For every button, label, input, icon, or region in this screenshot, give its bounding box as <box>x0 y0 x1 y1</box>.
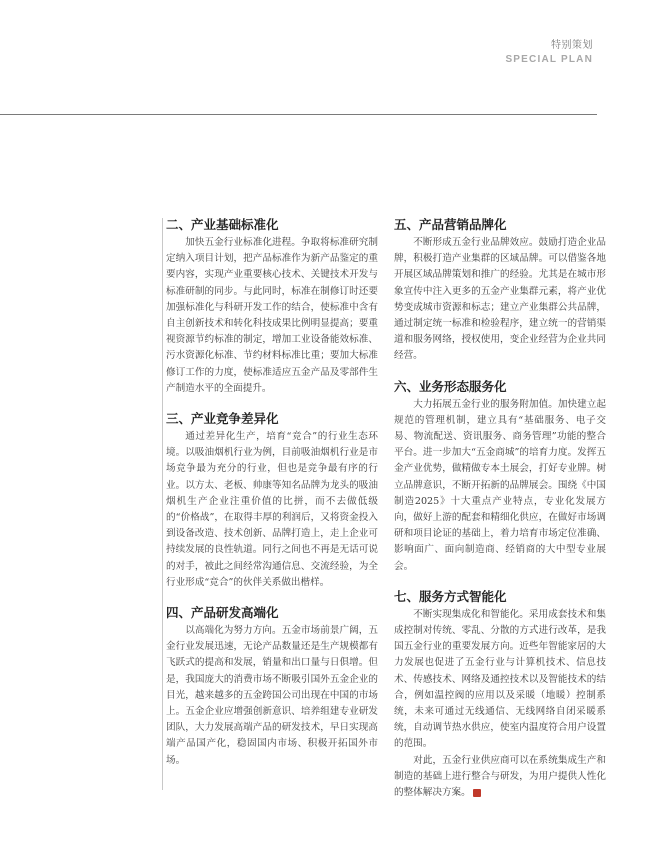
section-paragraph: 通过差异化生产，培育“竞合”的行业生态环境。以吸油烟机行业为例，目前吸油烟机行业是市场竞争最为充分的行业，但也是竞争最有序的行业。以方太、老板、帅康等知名品牌为龙头的吸油烟机生产企业注重价值的比拼，而不去做低级的“价格战”，在取得丰厚的利润后，又将资金投入到设备改造、技术创新、品牌打造上，走上企业可持续发展的良性轨道。同行之间也不再是无话可说的对手，被此之间经常沟通信息、交流经验，为全行业形成“竞合”的伙伴关系做出楷样。 <box>166 431 378 588</box>
header-title-en: SPECIAL PLAN <box>505 54 593 65</box>
section-intelligent-service <box>394 588 606 801</box>
section-heading: 五、产品营销品牌化 <box>394 217 507 232</box>
section-paragraph: 大力拓展五金行业的服务附加值。加快建立起规范的管理机制，建立具有“基础服务、电子交易、物流配送、资讯服务、商务管理”功能的整合平台。进一步加大“五金商城”的培育力度。发挥五金产业优势，做精做专本土展会，打好专业牌。树立品牌意识，不断开拓新的品牌展会。围绕《中国制造2025》十大重点产业特点，专业化发展方向，做好上游的配套和精细化供应，在做好市场调研和项目论证的基础上，着力培育市场定位准确、影响面广、面向制造商、经销商的大中型专业展会。 <box>394 398 606 572</box>
page-header <box>505 36 593 65</box>
section-paragraph: 以高端化为努力方向。五金市场前景广阔，五金行业发展迅速，无论产品数量还是生产规模都有飞跃式的提高和发展，销量和出口量与日俱增。但是，我国庞大的消费市场不断吸引国外五金企业的目光，越来越多的五金跨国公司出现在中国的市场上。五金企业应增强创新意识、培养组建专业研发团队，大力发展高端产品的研发技术，早日实现高端产品国产化，稳固国内市场、积极开拓国外市场。 <box>166 625 378 766</box>
final-paragraph-text: 对此，五金行业供应商可以在系统集成生产和制造的基础上进行整合与研发，为用户提供人性化的整体解决方案。 <box>394 754 606 799</box>
section-heading: 七、服务方式智能化 <box>394 588 507 604</box>
header-divider <box>0 114 597 115</box>
section-service-oriented <box>394 378 606 575</box>
section-paragraph: 不断形成五金行业品牌效应。鼓励打造企业品牌，积极打造产业集群的区域品牌。可以借鉴各地开展区域品牌策划和推广的经验。尤其是在城市形象宣传中注入更多的五金产业集群元素，将产业优势变成城市资源和标志；建立产业集群公共品牌，通过制定统一标准和检验程序，建立统一的营销渠道和服务网络，授权使用，变企业经营为企业共同经营。 <box>394 237 606 362</box>
section-high-end-rnd <box>166 604 378 769</box>
article-end-icon <box>473 789 481 797</box>
section-brand-marketing <box>394 216 606 365</box>
section-competition-differentiation <box>166 410 378 591</box>
section-heading: 六、业务形态服务化 <box>394 378 507 394</box>
section-heading: 二、产业基础标准化 <box>166 217 279 232</box>
section-paragraph: 加快五金行业标准化进程。争取将标准研究制定纳入项目计划，把产品标准作为新产品鉴定的重要内容，实现产业重要核心技术、关键技术开发与标准研制的同步。与此同时，标准在制修订时还要加强标准化与科研开发工作的结合，使标准中含有自主创新技术和转化科技成果比例明显提高；要重视资源节约标准的制定，增加工业设备能效标准、污水资源化标准、节约材料标准比重；要加大标准修订工作的力度，使标准适应五金产品及零部件生产制造水平的全面提升。 <box>166 237 378 394</box>
right-column <box>394 216 606 814</box>
header-title-cn: 特别策划 <box>551 40 593 51</box>
section-paragraph: 不断实现集成化和智能化。采用成套技术和集成控制对传统、零乱、分散的方式进行改革，是我国五金行业的重要发展方向。近些年智能家居的大力发展也促进了五金行业与计算机技术、信息技术、传感技术、网络及通控技术以及智能技术的结合，例如温控阀的应用以及采暖（地暖）控制系统，未来可通过无线通信、无线网络自闭采暖系统，自动调节热水供应，使室内温度符合用户设置的范围。 <box>394 608 606 750</box>
left-column <box>166 216 378 782</box>
section-paragraph-final <box>394 753 606 802</box>
section-heading: 三、产业竞争差异化 <box>166 411 279 427</box>
section-heading: 四、产品研发高端化 <box>166 605 279 621</box>
section-industry-standardization <box>166 216 378 397</box>
